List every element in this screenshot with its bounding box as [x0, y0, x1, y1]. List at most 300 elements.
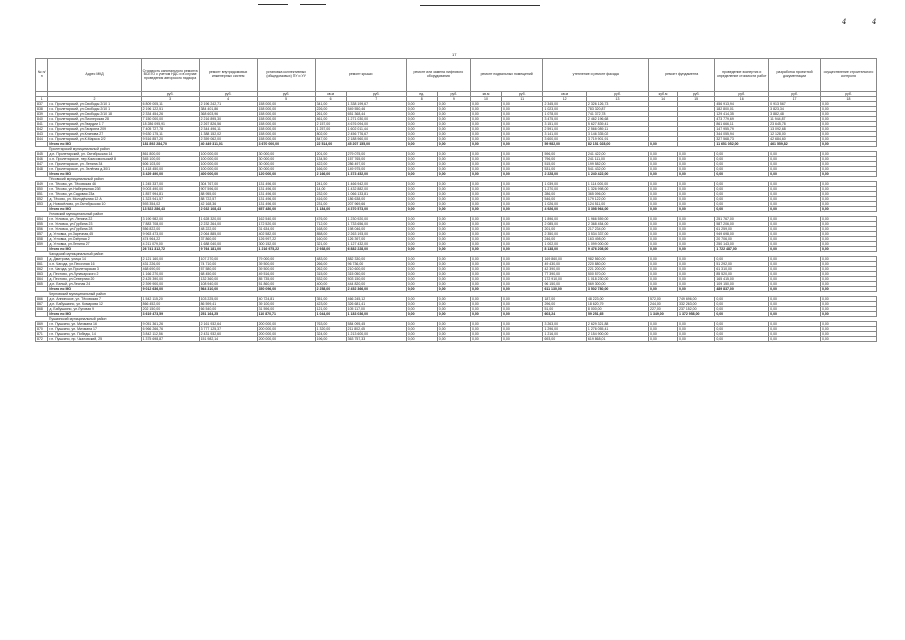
table-cell: 1 066 133,81 — [346, 192, 406, 197]
table-cell: 849 — [36, 182, 48, 187]
table-cell: 0,00 — [470, 197, 501, 202]
table-cell: 0,00 — [406, 332, 437, 337]
table-cell: 0,00 — [820, 232, 876, 237]
table-cell: 0,00 — [820, 332, 876, 337]
header-foundation: ремонт фундамента — [649, 59, 715, 92]
table-cell: 0,00 — [769, 337, 821, 342]
table-cell: 166,00 — [315, 167, 346, 172]
table-cell: 324,00 — [315, 332, 346, 337]
table-cell: 221 200,00 — [586, 267, 648, 272]
table-cell: г.п. Пушкино, ул. Победы, 14 — [48, 332, 141, 337]
table-cell: 474 964,22 — [141, 237, 199, 242]
table-cell: руб. — [199, 92, 257, 97]
table-cell: 0,00 — [649, 327, 678, 332]
table-cell: 158 000,00 — [257, 132, 315, 137]
table-cell: 0,00 — [649, 187, 678, 192]
table-cell: 0,00 — [406, 297, 437, 302]
table-cell: 0,00 — [470, 217, 501, 222]
table-cell: 131 496,00 — [257, 197, 315, 202]
table-cell: 0,00 — [820, 227, 876, 232]
table-cell: 0,00 — [715, 257, 769, 262]
table-cell: 2 228,00 — [543, 172, 586, 177]
table-cell: 870 — [36, 327, 48, 332]
table-cell: 0,00 — [406, 187, 437, 192]
table-cell: 200 000,00 — [257, 327, 315, 332]
table-cell: 158 000,00 — [257, 137, 315, 142]
table-cell: 26 741 312,72 — [141, 247, 199, 252]
table-cell: 0,00 — [820, 217, 876, 222]
table-cell: 0,00 — [437, 227, 470, 232]
table-cell: 0,00 — [470, 112, 501, 117]
table-cell: 0,00 — [470, 302, 501, 307]
table-cell: 251 767,00 — [715, 217, 769, 222]
table-cell: 300 152,00 — [257, 242, 315, 247]
table-cell: 100 000,00 — [199, 157, 257, 162]
table-cell: 20 706,00 — [715, 237, 769, 242]
table-cell: 0,00 — [406, 337, 437, 342]
table-cell: 279 075,00 — [346, 152, 406, 157]
table-cell: 603,24 — [543, 312, 586, 317]
table-cell: 0,00 — [470, 262, 501, 267]
table-cell: 611 130,00 — [543, 287, 586, 292]
table-cell: 241,00 — [315, 182, 346, 187]
table-cell: 864 — [36, 277, 48, 282]
table-cell: 1 023,00 — [543, 107, 586, 112]
table-cell: 0,00 — [437, 187, 470, 192]
header-meters: установка коллективных (общедомовых) ПУ и УУ — [257, 59, 315, 92]
table-cell: 1 230 920,00 — [346, 217, 406, 222]
table-cell: 0,00 — [406, 307, 437, 312]
table-cell: 0,00 — [406, 267, 437, 272]
table-cell: 0,00 — [502, 107, 543, 112]
table-cell: 8 138,00 — [543, 247, 586, 252]
table-cell: 3 263,00 — [543, 322, 586, 327]
table-cell: 2 188 960,00 — [346, 137, 406, 142]
table-cell: 31 596,00 — [257, 307, 315, 312]
table-cell: 57 580,00 — [199, 267, 257, 272]
table-cell: 1 002,00 — [543, 242, 586, 247]
table-cell: 0,00 — [406, 142, 437, 147]
table-cell: 593 354,02 — [141, 202, 199, 207]
table-cell: 0,00 — [406, 272, 437, 277]
table-cell: 847 — [36, 162, 48, 167]
table-cell: 0,00 — [502, 162, 543, 167]
table-cell: 0,00 — [470, 337, 501, 342]
table-cell: 0,00 — [820, 102, 876, 107]
table-cell: 0,00 — [715, 297, 769, 302]
table-cell: 2 629 321,88 — [586, 322, 648, 327]
table-cell: 2 359 062,00 — [199, 137, 257, 142]
table-cell: 1 216 975,22 — [257, 247, 315, 252]
table-cell: 0,00 — [406, 197, 437, 202]
table-cell: 12 128,00 — [769, 132, 821, 137]
table-cell: 158 000,00 — [257, 107, 315, 112]
table-cell: 0,00 — [470, 102, 501, 107]
table-cell: 473 779,69 — [715, 117, 769, 122]
table-cell: 11 651 052,00 — [715, 142, 769, 147]
table-cell: 231,00 — [315, 202, 346, 207]
table-cell: 2 085,00 — [543, 222, 586, 227]
table-cell: 0,00 — [820, 302, 876, 307]
table-cell: 837 — [36, 102, 48, 107]
table-cell: 0,00 — [502, 207, 543, 212]
table-cell: 0,00 — [715, 197, 769, 202]
table-cell: 3 882,48 — [769, 112, 821, 117]
top-rule-1 — [258, 4, 288, 5]
table-cell: 2 368 454,00 — [586, 222, 648, 227]
table-cell: Пушкинский муниципальный район — [48, 317, 141, 322]
table-cell: 0,00 — [437, 152, 470, 157]
table-cell: 11 — [502, 97, 543, 102]
table-cell: 0,00 — [715, 172, 769, 177]
table-cell: 15 — [678, 97, 715, 102]
table-cell: 0,00 — [820, 152, 876, 157]
table-cell: 0,00 — [715, 152, 769, 157]
table-cell: 0,00 — [715, 307, 769, 312]
table-cell: 0,00 — [437, 307, 470, 312]
table-cell: 22 514,00 — [315, 142, 346, 147]
table-cell: 200 000,00 — [257, 322, 315, 327]
table-cell: 0,00 — [820, 307, 876, 312]
table-cell: 7 883 708,00 — [141, 222, 199, 227]
table-cell: 0,00 — [437, 132, 470, 137]
table-cell: 0,00 — [406, 127, 437, 132]
table-cell: 503 150,00 — [346, 277, 406, 282]
table-cell: 851 — [36, 192, 48, 197]
table-cell: 0,00 — [678, 237, 715, 242]
table-cell: 158 000,00 — [257, 112, 315, 117]
table-cell: 82 151 028,00 — [586, 142, 648, 147]
table-cell: 0,00 — [470, 267, 501, 272]
table-cell: 0,00 — [715, 207, 769, 212]
table-cell: 0,00 — [649, 197, 678, 202]
table-cell: 18 — [820, 97, 876, 102]
table-cell: 0,00 — [769, 242, 821, 247]
table-cell: 18 286 095,91 — [141, 122, 199, 127]
table-cell: 0,00 — [406, 202, 437, 207]
table-cell: 461 559,82 — [769, 142, 821, 147]
table-cell: 0,00 — [820, 157, 876, 162]
table-cell: 1 114 000,00 — [586, 182, 648, 187]
table-cell: 0,00 — [406, 232, 437, 237]
table-cell: 1 099 000,00 — [586, 242, 648, 247]
table-cell: 158 000,00 — [257, 102, 315, 107]
table-cell: г.о. Пролетарский, ул.Свободы 2/10 1 — [48, 107, 141, 112]
table-cell: 0,00 — [502, 332, 543, 337]
table-cell: 3 842 112,56 — [141, 332, 199, 337]
table-cell: 863 — [36, 272, 48, 277]
table-cell: 326 681,41 — [346, 302, 406, 307]
table-cell: 868 — [36, 307, 48, 312]
table-cell: 0,00 — [502, 117, 543, 122]
table-cell: 40 449 311,01 — [199, 142, 257, 147]
table-cell: 0,00 — [502, 182, 543, 187]
table-cell: 0,00 — [678, 267, 715, 272]
table-cell: 0,00 — [502, 272, 543, 277]
table-cell: 2 591,00 — [543, 127, 586, 132]
table-cell: 2 345,00 — [543, 102, 586, 107]
table-cell: 1 127 432,00 — [346, 242, 406, 247]
table-cell: с.п. Пролетарское, пер.Комсомольский 8 — [48, 157, 141, 162]
table-cell: 2 166,00 — [315, 172, 346, 177]
table-cell: 1 183 036,00 — [346, 312, 406, 317]
table-cell: 0,00 — [820, 297, 876, 302]
table-cell: Итого по МО — [48, 207, 141, 212]
table-cell: 0,00 — [502, 287, 543, 292]
table-cell: 0,00 — [437, 277, 470, 282]
table-cell: 0,00 — [502, 307, 543, 312]
table-cell: 0,00 — [437, 337, 470, 342]
table-cell: 6 809 005,11 — [141, 102, 199, 107]
table-cell: г.п. Пушкино, ул. Мичмана 17 — [48, 327, 141, 332]
table-cell: 1 418 450,00 — [141, 167, 199, 172]
table-cell: 250 143,00 — [715, 242, 769, 247]
table-cell: 0,00 — [502, 102, 543, 107]
table-cell: 606 103,00 — [141, 162, 199, 167]
table-cell: 1 270,00 — [543, 187, 586, 192]
table-cell: 79 000,00 — [257, 257, 315, 262]
table-cell: 0,00 — [437, 232, 470, 237]
table-cell: 0,00 — [678, 197, 715, 202]
table-cell: 158 000,00 — [257, 117, 315, 122]
table-cell: 181 892 284,70 — [141, 142, 199, 147]
header-control: осуществление строительного контроля — [820, 59, 876, 92]
table-cell: 4 — [199, 97, 257, 102]
table-cell: 261,00 — [315, 112, 346, 117]
table-cell: 0,00 — [820, 247, 876, 252]
table-cell: 0,00 — [502, 222, 543, 227]
table-cell: 0,00 — [437, 217, 470, 222]
table-cell: 0,00 — [502, 197, 543, 202]
table-cell: г.о. Пролетарский, ул.Клинова 27 — [48, 132, 141, 137]
table-cell: 0,00 — [406, 162, 437, 167]
table-cell: 0,00 — [769, 227, 821, 232]
table-cell: 0,00 — [470, 277, 501, 282]
table-cell: 483,00 — [315, 257, 346, 262]
table-cell: 14,00 — [315, 187, 346, 192]
table-cell: 0,00 — [769, 217, 821, 222]
table-cell: 587 206,00 — [715, 222, 769, 227]
table-cell: 0,00 — [406, 327, 437, 332]
table-cell: 0,00 — [769, 187, 821, 192]
table-cell: 0,00 — [406, 237, 437, 242]
header-facade: утепление и ремонт фасада — [543, 59, 649, 92]
table-cell: 0,00 — [678, 287, 715, 292]
header-expertise: проведение экспертиз и определение стоимости работ — [715, 59, 769, 92]
table-row — [36, 337, 877, 342]
table-cell: 0,00 — [470, 117, 501, 122]
table-cell: 0,00 — [470, 287, 501, 292]
corner-mark-1: 4 — [842, 18, 847, 26]
table-cell: г.п. Угловка, ул.Гурбина 28 — [48, 227, 141, 232]
table-cell: 103 225,00 — [199, 297, 257, 302]
table-cell: 237 152,00 — [678, 307, 715, 312]
table-cell: 77 390,00 — [543, 272, 586, 277]
table-cell: 4 676 094,00 — [346, 122, 406, 127]
table-cell: 315 050,00 — [346, 272, 406, 277]
table-cell: 847,00 — [315, 137, 346, 142]
table-cell: 0,00 — [820, 262, 876, 267]
table-cell: 0,00 — [502, 237, 543, 242]
table-cell: 0,00 — [437, 297, 470, 302]
table-cell: г.о. Пролетарский, ул.Свободы 2/10 1 — [48, 102, 141, 107]
table-cell: 59 251,65 — [586, 312, 648, 317]
table-cell: 14 — [649, 97, 678, 102]
table-cell: 0,00 — [437, 172, 470, 177]
table-cell: 515,00 — [543, 162, 586, 167]
table-cell: 9 630 175,11 — [141, 132, 199, 137]
table-cell: 68 450,00 — [199, 272, 257, 277]
table-cell: 1 184,00 — [315, 207, 346, 212]
table-cell: д.п. Белый, ул.Лесная 24 — [48, 282, 141, 287]
table-cell: руб. — [678, 92, 715, 97]
table-cell: 30 000,00 — [257, 157, 315, 162]
table-cell: 131 496,00 — [257, 182, 315, 187]
table-cell: 848 — [36, 167, 48, 172]
table-cell: 315,00 — [315, 272, 346, 277]
table-cell: 0,00 — [502, 322, 543, 327]
table-cell: 0,00 — [437, 137, 470, 142]
table-cell: 0,00 — [470, 122, 501, 127]
table-cell: 40 724,81 — [257, 297, 315, 302]
table-cell: 0,00 — [820, 272, 876, 277]
table-cell: 0,00 — [820, 162, 876, 167]
table-cell: руб. — [715, 92, 769, 97]
table-cell: 619 868,01 — [586, 337, 648, 342]
table-cell: 400,00 — [315, 282, 346, 287]
table-cell: 0,00 — [649, 272, 678, 277]
table-cell: 1 323 941,57 — [141, 197, 199, 202]
table-cell: 132 360,00 — [199, 277, 257, 282]
table-cell: 1 388 152,02 — [199, 132, 257, 137]
table-cell: 105 117,00 — [346, 307, 406, 312]
table-cell: 0,00 — [502, 152, 543, 157]
table-cell: 0,00 — [406, 207, 437, 212]
table-cell: г.о. Пролетарский, ул.Гагарина 209 — [48, 127, 141, 132]
table-cell: 9 003 490,00 — [141, 187, 199, 192]
table-cell: 1 039,00 — [543, 182, 586, 187]
table-cell: 1 018 230,00 — [586, 277, 648, 282]
header-roof: ремонт крыши — [315, 59, 406, 92]
table-cell: 0,00 — [470, 297, 501, 302]
table-body — [36, 92, 877, 342]
table-cell: 0,00 — [678, 217, 715, 222]
table-cell: 0,00 — [502, 227, 543, 232]
table-cell: 866 452,00 — [141, 302, 199, 307]
table-cell: 0,00 — [820, 322, 876, 327]
table-cell: 0,00 — [437, 157, 470, 162]
table-cell: 151 982,14 — [199, 337, 257, 342]
table-cell: 2 452 366,00 — [346, 287, 406, 292]
table-cell: 134,50 — [315, 157, 346, 162]
table-cell: 0,00 — [769, 197, 821, 202]
table-cell: 241 422,00 — [586, 152, 648, 157]
table-cell: 858,00 — [315, 232, 346, 237]
table-cell: 741 372,78 — [586, 112, 648, 117]
table-cell: 0,00 — [715, 302, 769, 307]
table-cell: 0,00 — [502, 302, 543, 307]
table-cell: 0,00 — [678, 232, 715, 237]
table-cell: г.о. Пролетарский, ул.Свободы 2/10 18 — [48, 112, 141, 117]
table-cell: 207 969,66 — [346, 202, 406, 207]
table-cell: 0,00 — [502, 122, 543, 127]
table-cell: 160,00 — [315, 237, 346, 242]
table-cell: 1 240 422,00 — [586, 172, 648, 177]
table-cell: 0,00 — [470, 137, 501, 142]
table-cell: 200 000,00 — [257, 337, 315, 342]
table-cell: 0,00 — [678, 192, 715, 197]
table-cell: Итого по МО — [48, 247, 141, 252]
table-cell: 39 100,00 — [257, 302, 315, 307]
table-cell: 3 534 337,00 — [586, 232, 648, 237]
table-cell: 0,00 — [678, 247, 715, 252]
table-cell: 423,00 — [315, 302, 346, 307]
table-cell: 0,00 — [649, 282, 678, 287]
table-cell: 0,00 — [820, 192, 876, 197]
table-cell: 0,00 — [470, 182, 501, 187]
table-cell: 42 168,36 — [199, 202, 257, 207]
table-cell: 0,00 — [769, 307, 821, 312]
table-cell: 0,00 — [769, 282, 821, 287]
table-cell: Итого по МО — [48, 172, 141, 177]
table-cell: 0,00 — [678, 272, 715, 277]
table-cell: 0,00 — [678, 222, 715, 227]
table-cell: 9 764 181,00 — [199, 247, 257, 252]
table-cell: д.п. Пролетарский, ул. Октябрьская 14 — [48, 152, 141, 157]
table-cell: 842 — [36, 127, 48, 132]
table-cell: 0,00 — [649, 202, 678, 207]
table-cell: 5 627 839,41 — [586, 122, 648, 127]
table-cell: 3 670 000,00 — [257, 142, 315, 147]
table-cell: 131 496,00 — [257, 187, 315, 192]
table-cell: 9 051 361,26 — [141, 322, 199, 327]
table-cell: 0,00 — [406, 137, 437, 142]
table-cell: 1 078,00 — [543, 112, 586, 117]
table-cell: 853 — [36, 202, 48, 207]
table-cell: 651 368,44 — [346, 112, 406, 117]
table-cell: 857 — [36, 232, 48, 237]
table-cell: 0,00 — [649, 207, 678, 212]
table-cell: 0,00 — [502, 337, 543, 342]
table-cell: 121,00 — [315, 307, 346, 312]
table-cell: 596,00 — [543, 152, 586, 157]
table-cell: 0,00 — [437, 197, 470, 202]
table-cell: 0,00 — [470, 247, 501, 252]
table-cell: 839 — [36, 112, 48, 117]
table-cell: 802,00 — [315, 132, 346, 137]
table-cell: 0,00 — [406, 112, 437, 117]
table-cell: руб. — [586, 92, 648, 97]
table-cell: 852 — [36, 197, 48, 202]
table-cell: 0,00 — [406, 132, 437, 137]
table-cell: 4 211 079,00 — [141, 242, 199, 247]
table-cell: 0,00 — [649, 167, 678, 172]
table-cell: 217 234,00 — [586, 227, 648, 232]
table-cell: 500 570,00 — [586, 272, 648, 277]
table-cell: 489 837,00 — [715, 287, 769, 292]
table-cell: 2 161 932,64 — [199, 322, 257, 327]
table-cell: 0,00 — [649, 157, 678, 162]
table-cell: 0,00 — [678, 282, 715, 287]
table-cell: 0,00 — [470, 187, 501, 192]
table-cell: д. Тёсово, ул. Молодёжная 12 А — [48, 197, 141, 202]
table-cell: 158 000,00 — [257, 122, 315, 127]
table-cell: 0,00 — [437, 267, 470, 272]
table-cell: 0,00 — [769, 312, 821, 317]
table-cell: 1 257,00 — [315, 127, 346, 132]
table-cell: 858 — [36, 237, 48, 242]
table-cell: 0,00 — [715, 332, 769, 337]
